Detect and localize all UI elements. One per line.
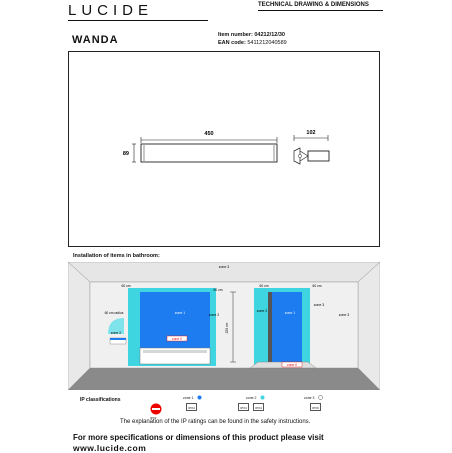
label-dim-60-c: 60 cm (259, 284, 269, 288)
label-zone1-right: zone 1 (284, 311, 296, 315)
bathroom-zone-diagram (68, 262, 380, 393)
dim-depth: 102 (306, 130, 316, 136)
label-zone0-right: zone 0 (287, 362, 297, 367)
footer-more-info: For more specifications or dimensions of this product please visit (73, 433, 324, 442)
ip-zone2-label: zone 2 (246, 396, 257, 400)
zone3-marker-icon (318, 395, 323, 400)
label-zone2-left: zone 2 (110, 331, 122, 335)
item-number: 04212/12/30 (254, 32, 285, 38)
label-zone1-left: zone 1 (174, 311, 186, 315)
label-zone3-top: zone 3 (218, 265, 230, 269)
ip-code-zone2-a: IPX4 (238, 403, 249, 411)
dim-length: 450 (204, 131, 214, 137)
ip-classifications-title: IP classifications (80, 397, 121, 403)
label-dim-60-d: 60 cm (312, 284, 322, 288)
ip-zone3-label: zone 3 (304, 396, 315, 400)
ip-zone1-label: zone 1 (183, 396, 194, 400)
bathroom-section-title: Installation of items in bathroom: (73, 253, 160, 259)
ip-code-zone2-b: IPX4 (253, 403, 264, 411)
label-dim-60-b: 60 cm (213, 288, 223, 292)
label-radius: 60 cm radius (104, 311, 124, 315)
ean-row (218, 40, 287, 46)
product-name: WANDA (72, 34, 119, 46)
footer-website-link[interactable]: www.lucide.com (73, 443, 147, 453)
zone1-marker-icon (197, 395, 202, 400)
header-underline (258, 10, 383, 11)
front-view (123, 131, 277, 162)
label-zone3-wall: zone 3 (313, 303, 325, 307)
label-dim-225: 225 cm (225, 322, 229, 334)
item-number-label: Item number: (218, 32, 253, 38)
logo-underline (68, 20, 208, 21)
ean-label: EAN code: (218, 40, 246, 46)
label-dim-60-a: 60 cm (121, 284, 131, 288)
ip-code-zone3: IPX0 (310, 403, 321, 411)
label-zone2-right: zone 2 (256, 309, 268, 313)
label-zone3-right: zone 3 (338, 313, 350, 317)
label-zone2-mid: zone 2 (208, 313, 220, 317)
ip-code-zone1: IPX4 (186, 403, 197, 411)
technical-drawing (68, 51, 380, 247)
label-zone0-left: zone 0 (172, 336, 182, 341)
no-entry-icon (150, 403, 162, 415)
ip-explanation-note: The explanation of the IP ratings can be found in the safety instructions. (120, 419, 311, 425)
ean-code: 5411212040589 (247, 40, 287, 46)
document-type: TECHNICAL DRAWING & DIMENSIONS (258, 2, 369, 8)
side-view (294, 130, 329, 164)
zone2-marker-icon (260, 395, 265, 400)
dim-height: 89 (122, 151, 129, 157)
item-number-row (218, 32, 285, 38)
brand-logo: LUCIDE (68, 2, 154, 19)
